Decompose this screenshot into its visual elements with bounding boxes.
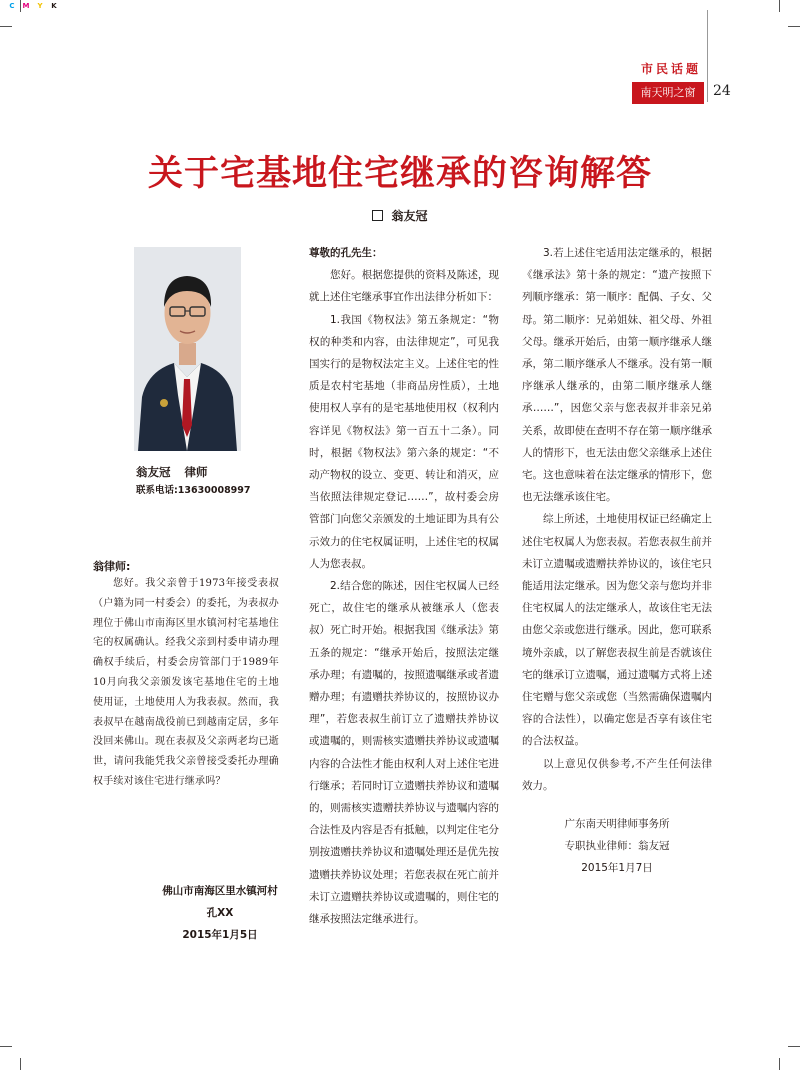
magenta-mark: M (22, 2, 30, 10)
lawyer-caption (136, 464, 208, 480)
answer-sign-date: 2015年1月7日 (581, 862, 653, 875)
author-byline (340, 207, 460, 224)
crop-mark (779, 0, 780, 12)
question-body: 您好。我父亲曾于1973年接受表叔（户籍为同一村委会）的委托，为表叔办理位于佛山市南海区里水镇河村宅基地住宅的权属确认。经我父亲到村委申请办理确权手续后，村委会房管部门于1989年10月向我父亲颁发该宅基地住宅的土地使用证，土地使用人为我表叔。然而，我表叔早在越南战役前已到越南定居，多年没回来佛山。现在表叔及父亲两老均已逝世，请问我能凭我父亲曾接受委托办理确权手续对该住宅进行继承吗？ (93, 578, 279, 787)
answer-paragraph-2: 1.我国《物权法》第五条规定：“物权的种类和内容，由法律规定”，可见我国实行的是物权法定主义。上述住宅的性质是农村宅基地（非商品房性质），土地使用权人享有的是宅基地使用权（权利内容详见《物权法》第一百五十二条）。同时，根据《物权法》第六条的规定：“不动产物权的设立、变更、转让和消灭，应当依照法律规定登记……”，故村委会房管部门向您父亲颁发的土地证即为具有公示效力的住宅权属证明，上述住宅的权属人为您表叔。 (309, 313, 499, 570)
header-divider (707, 10, 708, 102)
answer-column-2 (522, 242, 712, 880)
answer-sign-lawyer: 专职执业律师：翁友冠 (564, 840, 670, 853)
answer-paragraph-4: 3.若上述住宅适用法定继承的，根据《继承法》第十条的规定：“遗产按照下列顺序继承：第一顺序：配偶、子女、父母。第二顺序：兄弟姐妹、祖父母、外祖父母。继承开始后，由第一顺序继承人继承，第二顺序继承人不继承。没有第一顺序继承人继承的，由第二顺序继承人继承……”，因您父亲与您表叔并非亲兄弟关系，故即使在查明不存在第一顺序继承人的情形下，也无法由您父亲继承上述住宅。这也意味着在法定继承的情形下，您也无法继承该住宅。 (522, 247, 712, 504)
answer-greeting: 尊敬的孔先生： (309, 247, 383, 259)
answer-paragraph-5: 综上所述，土地使用权证已经确定上述住宅权属人为您表叔。若您表叔生前并未订立遗嘱或遗赠扶养协议的，该住宅只能适用法定继承。因为您父亲与您均并非住宅权属人的法定继承人，故该住宅无法由您父亲或您进行继承。因此，您可联系境外亲戚，以了解您表叔生前是否就该住宅的继承订立遗嘱，通过遗嘱方式将上述住宅赠与您父亲或您（当然需确保遗嘱内容的合法性），以确定您是否享有该住宅的合法权益。 (522, 513, 712, 748)
answer-column-1 (309, 242, 499, 930)
lawyer-role: 律师 (184, 465, 208, 479)
crop-mark (788, 1046, 800, 1047)
author-name: 翁友冠 (391, 209, 428, 223)
cyan-mark: C (9, 2, 15, 10)
answer-paragraph-6: 以上意见仅供参考,不产生任何法律效力。 (522, 757, 712, 792)
question-sign-name: 孔XX (206, 907, 234, 919)
question-salutation: 翁律师: (93, 560, 131, 573)
yellow-mark: Y (37, 2, 43, 10)
lawyer-portrait-icon (134, 247, 241, 451)
black-mark: K (51, 2, 57, 10)
crop-mark (20, 1058, 21, 1070)
question-sign-date: 2015年1月5日 (182, 929, 258, 941)
question-signature (120, 880, 320, 946)
answer-sign-firm: 广东南天明律师事务所 (564, 818, 670, 831)
color-registration-marks (6, 0, 64, 12)
answer-paragraph-3: 2.结合您的陈述，因住宅权属人已经死亡，故住宅的继承从被继承人（您表叔）死亡时开始。根据我国《继承法》第五条的规定：“继承开始后，按照法定继承办理；有遗嘱的，按照遗嘱继承或者遗赠办理；有遗赠扶养协议的，按照协议办理”，若您表叔生前订立了遗赠扶养协议或遗嘱的，则需核实遗赠扶养协议或遗嘱内容的合法性才能由权利人对上述住宅进行继承；若同时订立遗赠扶养协议和遗嘱的，则需核实遗赠扶养协议与遗嘱内容的合法性及内容是否有抵触，以判定住宅分别按遗赠扶养协议和遗嘱处理还是优先按遗赠扶养协议处理；若您表叔在死亡前并未订立遗赠扶养协议或遗嘱的，则住宅的继承按照法定继承进行。 (309, 580, 499, 926)
lawyer-contact-phone: 联系电话:13630008997 (136, 485, 251, 496)
section-topic: 市民话题 (640, 62, 701, 76)
answer-paragraph-1: 您好。根据您提供的资料及陈述，现就上述住宅继承事宜作出法律分析如下： (309, 269, 499, 304)
crop-mark (0, 1046, 12, 1047)
question-sign-address: 佛山市南海区里水镇河村 (162, 885, 278, 897)
page-number: 24 (713, 83, 731, 99)
square-bullet-icon (372, 210, 383, 221)
article-title: 关于宅基地住宅继承的咨询解答 (147, 154, 652, 194)
crop-mark (788, 26, 800, 27)
lawyer-name: 翁友冠 (136, 465, 171, 479)
lawyer-photo (134, 247, 241, 451)
crop-mark (779, 1058, 780, 1070)
crop-mark (0, 26, 12, 27)
column-name-badge: 南天明之窗 (632, 82, 704, 104)
